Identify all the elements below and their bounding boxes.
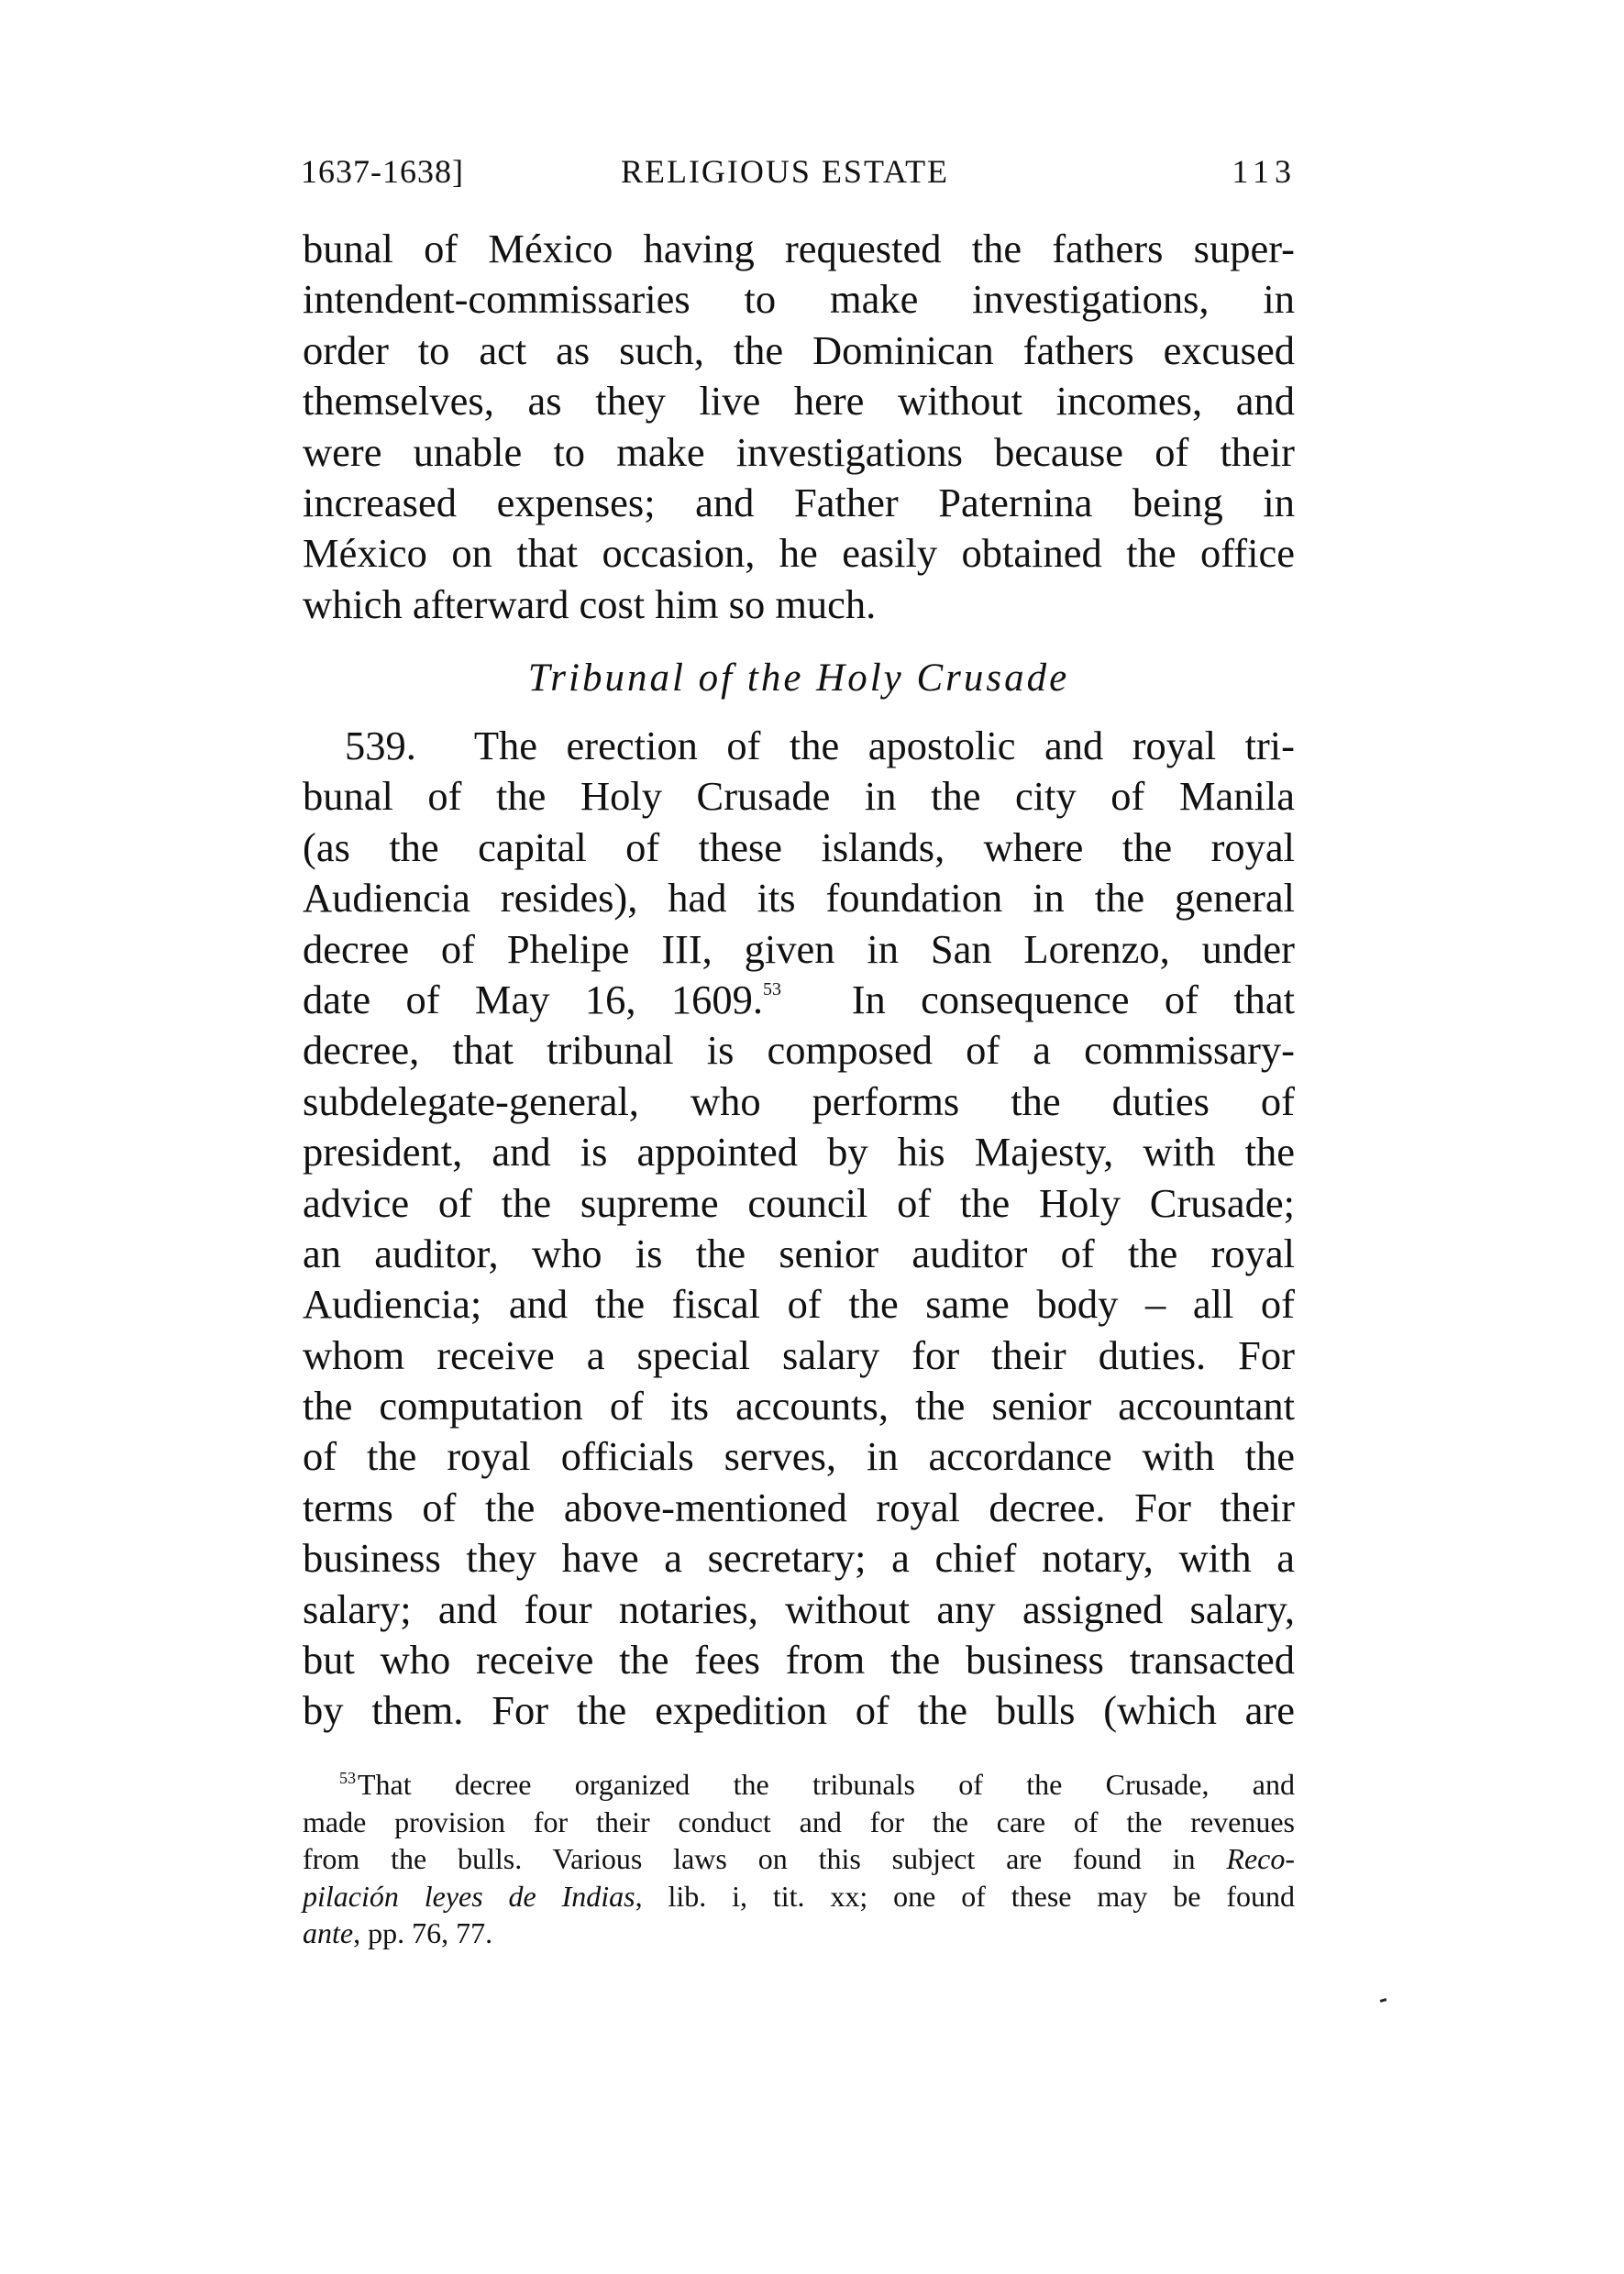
text-line: which afterward cost him so much. <box>303 580 877 627</box>
text-line: intendent-commissaries to make investigations, in <box>303 276 1295 323</box>
text-line: an auditor, who is the senior auditor of the royal <box>303 1230 1295 1276</box>
footnote-line: from the bulls. Various laws on this subject are found in Reco- <box>303 1842 1295 1875</box>
cross-reference-term: ante <box>303 1916 354 1949</box>
running-header <box>301 152 1297 193</box>
text-line: bunal of México having requested the fathers super- <box>303 226 1295 271</box>
text-line: by them. For the expedition of the bulls (which are <box>303 1687 1295 1734</box>
paragraph-number: 539. <box>345 723 416 768</box>
text-line: order to act as such, the Dominican fathers excused <box>303 326 1295 373</box>
running-title: RELIGIOUS ESTATE <box>620 153 950 190</box>
text-line: advice of the supreme council of the Holy Crusade; <box>303 1179 1295 1226</box>
text-line: subdelegate-general, who performs the duties of <box>303 1077 1295 1124</box>
footnote-marker: 53 <box>339 1769 356 1787</box>
text-line: increased expenses; and Father Paternina being in <box>303 479 1295 525</box>
footnote-line: $^{53}$That decree organized the tribunals of the Crusade, and <box>339 1768 1295 1801</box>
text-line: Audiencia resides), had its foundation in the general <box>303 875 1295 922</box>
text-line: the computation of its accounts, the senior accountant <box>303 1383 1295 1430</box>
text-line: decree of Phelipe III, given in San Lorenzo, under <box>303 925 1295 972</box>
text-line: date of May 16, 1609.53 In consequence of that <box>303 976 1295 1022</box>
text-line: of the royal officials serves, in accordance with the <box>303 1433 1295 1480</box>
continued-paragraph <box>303 224 1295 630</box>
citation-title: Reco- <box>1226 1842 1295 1875</box>
text-line: México on that occasion, he easily obtained the office <box>303 530 1295 577</box>
footnote-reference[interactable]: 53 <box>762 978 781 999</box>
text-line: but who receive the fees from the business transacted <box>303 1637 1295 1683</box>
section-paragraph <box>303 721 1295 1737</box>
text-line: president, and is appointed by his Majesty, with the <box>303 1129 1295 1176</box>
text-line: themselves, as they live here without incomes, and <box>303 378 1295 425</box>
section-heading: Tribunal of the Holy Crusade <box>527 657 1070 700</box>
text-line: were unable to make investigations because of their <box>303 428 1295 475</box>
text-line: whom receive a special salary for their duties. For <box>303 1331 1295 1378</box>
scan-speck <box>1380 1998 1387 2003</box>
text-line: decree, that tribunal is composed of a commissary- <box>303 1027 1295 1074</box>
text-line: bunal of the Holy Crusade in the city of Manila <box>303 773 1295 820</box>
text-line: business they have a secretary; a chief notary, with a <box>303 1535 1295 1582</box>
citation-title: pilación leyes de Indias <box>303 1879 635 1913</box>
text-line: (as the capital of these islands, where the royal <box>303 823 1295 870</box>
footnote-line: made provision for their conduct and for the care of the revenues <box>303 1805 1295 1838</box>
footnote-line: ante, pp. 76, 77. <box>303 1916 493 1949</box>
text-line: terms of the above-mentioned royal decree. For their <box>303 1484 1295 1530</box>
page-number: 113 <box>1232 153 1297 190</box>
running-date-range: 1637-1638] <box>301 153 464 190</box>
text-line: 539. The erection of the apostolic and royal tri- <box>345 723 1295 768</box>
footnote-line: pilación leyes de Indias, lib. i, tit. xx; one of these may be found <box>303 1879 1295 1913</box>
footnote <box>303 1766 1295 1952</box>
text-line: Audiencia; and the fiscal of the same body – all of <box>303 1281 1295 1328</box>
text-line: salary; and four notaries, without any assigned salary, <box>303 1585 1295 1632</box>
